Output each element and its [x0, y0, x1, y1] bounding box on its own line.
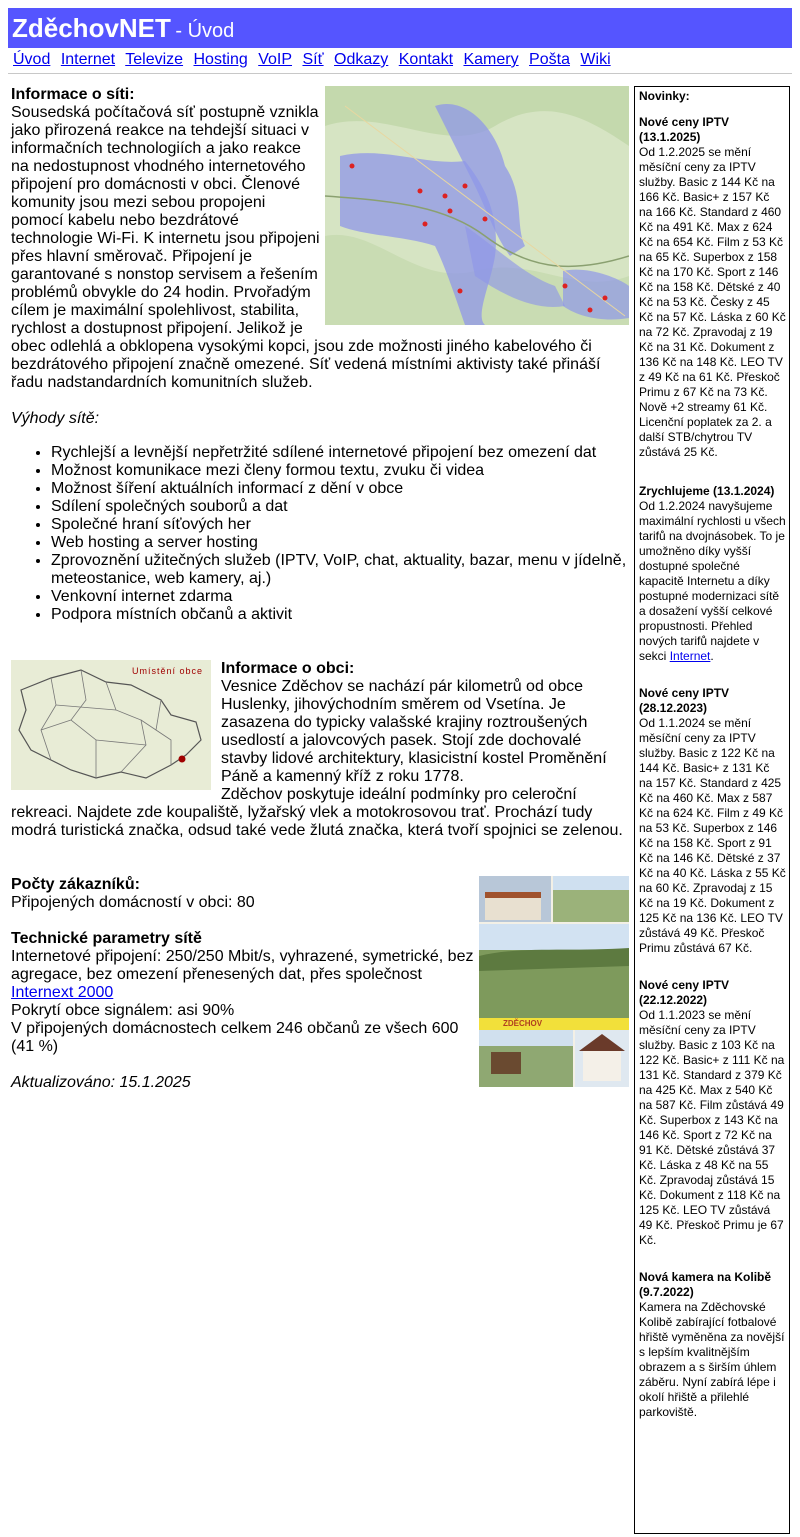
news-item-text: Kamera na Zděchovské Kolibě zabírající fotbalové hřiště vyměněna za novější s lepším kvalitnějším obrazem a s širším úhlem záběru. Nyní zabírá lépe i okolí hřiště a přilehlé parkoviště.: [639, 1300, 785, 1419]
list-item: • Společné hraní síťových her: [51, 516, 629, 534]
list-item: • Web hosting a server hosting: [51, 534, 629, 552]
customers-count: Připojených domácností v obci: 80: [11, 894, 255, 911]
site-header: [8, 8, 792, 48]
czech-map-image: [11, 660, 211, 790]
tech-coverage: Pokrytí obce signálem: asi 90%: [11, 1002, 235, 1019]
nav-link-voip[interactable]: VoIP: [258, 51, 293, 68]
nav-link-sit[interactable]: Síť: [302, 51, 324, 68]
location-map: [11, 660, 211, 790]
benefits-list: [11, 444, 629, 624]
village-postcard: [479, 876, 629, 1087]
news-item-text: Od 1.2.2025 se mění měsíční ceny za IPTV služby. Basic z 144 Kč na 166 Kč. Basic+ z 157 Kč na 166 Kč. Standard z 460 Kč na 491 Kč. Max z 624 Kč na 654 Kč. Film z 53 Kč na 65 Kč. Superbox z 158 Kč na 170 Kč. Sport z 146 Kč na 158 Kč. Dětské z 40 Kč na 53 Kč. Česky z 45 Kč na 57 Kč. Láska z 60 Kč na 72 Kč. Zpravodaj z 19 Kč na 31 Kč. Dokument z 136 Kč na 148 Kč. LEO TV z 49 Kč na 61 Kč. Přeskoč Primu z 67 Kč na 73 Kč. Nově +2 streamy 61 Kč. Licenční poplatek za 2. a další STB/chytrou TV zůstává 25 Kč.: [639, 145, 786, 459]
customers-heading: Počty zákazníků:: [11, 876, 140, 893]
news-item: [639, 1270, 786, 1420]
news-item-title: Nové ceny IPTV (13.1.2025): [639, 115, 730, 144]
news-item: Zrychlujeme (13.1.2024) Od 1.2.2024 navyšujeme maximální rychlosti u všech tarifů na dvojnásobek. To je umožněno díky vyšší dostupné společné kapacitě Internetu a díky postupné modernizaci sítě a dosažení vyšší celkové propustnosti. Přehled nových tarifů najdete v sekci Internet.: [639, 484, 786, 663]
news-title: Novinky:: [639, 89, 690, 103]
list-item: • Sdílení společných souborů a dat: [51, 498, 629, 516]
nav-link-odkazy[interactable]: Odkazy: [334, 51, 389, 68]
news-item-title: Zrychlujeme (13.1.2024): [639, 484, 775, 498]
news-item-text: Od 1.1.2023 se mění měsíční ceny za IPTV služby. Basic z 103 Kč na 122 Kč. Basic+ z 111 Kč na 131 Kč. Standard z 379 Kč na 425 Kč. Max z 540 Kč na 587 Kč. Film zůstává 49 Kč. Superbox z 143 Kč na 146 Kč. Sport z 72 Kč na 91 Kč. Dětské zůstává 37 Kč. Láska z 48 Kč na 55 Kč. Zpravodaj zůstává 15 Kč. Dokument z 118 Kč na 125 Kč. LEO TV zůstává 49 Kč. Přeskoč Primu je 67 Kč.: [639, 1008, 785, 1247]
info-site-text: Sousedská počítačová síť postupně vznikla jako přirozená reakce na tehdejší situaci v informačních technologiích a jako reakce na nedostupnost vhodného internetového připojení pro domácnosti v obci. Členové komunity jsou mezi sebou propojeni pomocí kabelu nebo bezdrátové technologie Wi-Fi. K internetu jsou připojeni přes hlavní směrovač. Připojení je garantované s nonstop servisem a řešením problémů obvykle do 24 hodin. Prvořadým cílem je maximální spolehlivost, stabilita, rychlost a dostupnost připojení. Jelikož je obec odlehlá a obklopena vysokými kopci, jsou zde možnosti jiného kabelového či bezdrátového připojení značně omezené. Síť vedená místními aktivisty také přináší řadu nadstandardních komunitních služeb.: [11, 104, 601, 391]
list-item: • Rychlejší a levnější nepřetržité sdílené internetové připojení bez omezení dat: [51, 444, 629, 462]
postcard-label: ZDĚCHOV: [503, 1019, 543, 1028]
info-village-heading: Informace o obci:: [221, 660, 355, 677]
list-item: • Podpora místních občanů a aktivit: [51, 606, 629, 624]
nav-link-hosting[interactable]: Hosting: [193, 51, 248, 68]
list-item: • Možnost komunikace mezi členy formou textu, zvuku či videa: [51, 462, 629, 480]
news-item: [639, 978, 786, 1248]
benefits-heading: Výhody sítě:: [11, 410, 100, 427]
news-sidebar: [634, 86, 790, 1534]
tech-heading: Technické parametry sítě: [11, 930, 202, 947]
news-item-title: Nová kamera na Kolibě (9.7.2022): [639, 1270, 772, 1299]
list-item: • Venkovní internet zdarma: [51, 588, 629, 606]
list-item: • Zprovoznění užitečných služeb (IPTV, VoIP, chat, aktuality, bazar, menu v jídelně, meteostanice, web kamery, aj.): [51, 552, 629, 588]
page-subtitle: - Úvod: [175, 20, 235, 42]
main-nav: [13, 51, 793, 69]
news-item-title: Nové ceny IPTV (22.12.2022): [639, 978, 730, 1007]
news-item: [639, 115, 786, 460]
nav-link-wiki[interactable]: Wiki: [580, 51, 611, 68]
info-village-text-2: Zděchov poskytuje ideální podmínky pro celeroční rekreaci. Najdete zde koupaliště, lyžařský vlek a motokrosovou trať. Prochází tudy modrá turistická značka, odsud také vede žlutá značka, která tvoří spojnici se zelenou.: [11, 786, 623, 839]
location-map-label: Umístění obce: [131, 666, 203, 676]
nav-link-posta[interactable]: Pošta: [529, 51, 570, 68]
nav-link-televize[interactable]: Televize: [125, 51, 184, 68]
postcard-image: [479, 876, 629, 1087]
news-item-title: Nové ceny IPTV (28.12.2023): [639, 686, 730, 715]
list-item: • Možnost šíření aktuálních informací z dění v obce: [51, 480, 629, 498]
main-content: [11, 86, 629, 1092]
nav-divider: [8, 73, 792, 74]
site-brand: ZděchovNET: [12, 13, 171, 43]
nav-link-kamery[interactable]: Kamery: [463, 51, 519, 68]
network-coverage-map: [325, 86, 629, 325]
tech-text: Internetové připojení: 250/250 Mbit/s, vyhrazené, symetrické, bez agregace, bez omezení přenesených dat, přes společnost: [11, 948, 474, 983]
nav-link-kontakt[interactable]: Kontakt: [398, 51, 454, 68]
nav-link-internet[interactable]: Internet: [60, 51, 116, 68]
updated-date: Aktualizováno: 15.1.2025: [11, 1074, 191, 1091]
info-site-heading: Informace o síti:: [11, 86, 135, 103]
nav-link-uvod[interactable]: Úvod: [13, 51, 51, 68]
internext-link[interactable]: Internext 2000: [11, 984, 114, 1001]
news-internet-link[interactable]: Internet: [669, 649, 711, 663]
news-item: [639, 686, 786, 956]
info-village-text: Vesnice Zděchov se nachází pár kilometrů od obce Huslenky, jihovýchodním směrem od Vsetína. Je zasazena do typicky valašské krajiny roztroušených usedlostí a jalovcových pasek. Stojí zde dochovalé stavby lidové architektury, klasicistní kostel Proměnění Páně a kamenný kříž z roku 1778.: [221, 678, 607, 785]
news-item-text: Od 1.2.2024 navyšujeme maximální rychlosti u všech tarifů na dvojnásobek. To je umožněno díky vyšší dostupné společné kapacitě Internetu a díky postupné modernizaci sítě a dosažení vyšší celkové propustnosti. Přehled nových tarifů najdete v sekci: [639, 499, 786, 663]
tech-residents: V připojených domácnostech celkem 246 občanů ze všech 600 (41 %): [11, 1020, 459, 1055]
news-item-text: Od 1.1.2024 se mění měsíční ceny za IPTV služby. Basic z 122 Kč na 144 Kč. Basic+ z 131 Kč na 157 Kč. Standard z 425 Kč na 460 Kč. Max z 587 Kč na 624 Kč. Film z 49 Kč na 53 Kč. Superbox z 146 Kč na 158 Kč. Sport z 91 Kč na 146 Kč. Dětské z 37 Kč na 40 Kč. Láska z 55 Kč na 60 Kč. Zpravodaj z 15 Kč na 19 Kč. Dokument z 125 Kč na 136 Kč. LEO TV zůstává 49 Kč. Přeskoč Primu zůstává 67 Kč.: [639, 716, 786, 955]
